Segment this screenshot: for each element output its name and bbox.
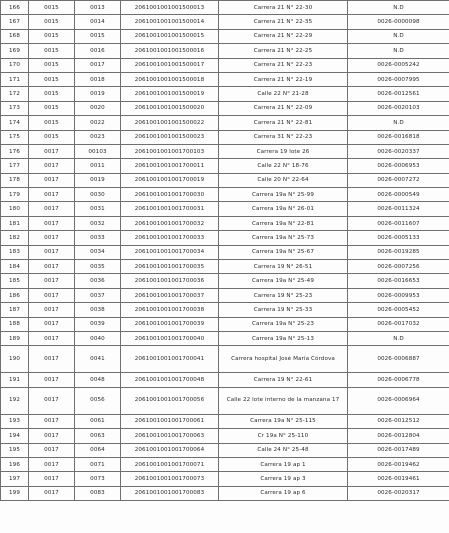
address-cell: Carrera 19a N° 25-99 (219, 188, 348, 202)
row-number-cell: 180 (1, 202, 29, 216)
block-code-cell: 0015 (29, 101, 75, 115)
address-cell: Carrera 19 ap 6 (219, 486, 348, 500)
table-row (1, 317, 449, 331)
row-number-cell: 189 (1, 331, 29, 345)
registry-number-cell: 0026-0006964 (348, 387, 449, 414)
lot-code-cell: 0013 (75, 1, 121, 15)
registry-number-cell: 0026-0020337 (348, 144, 449, 158)
table-row (1, 188, 449, 202)
cadastral-code-cell: 2061001001001700030 (121, 188, 219, 202)
address-cell: Carrera 19 ap 1 (219, 457, 348, 471)
cadastral-code-cell: 2061001001001500022 (121, 116, 219, 130)
registry-number-cell: 0026-0000098 (348, 15, 449, 29)
block-code-cell: 0017 (29, 216, 75, 230)
registry-number-cell: 0026-0012561 (348, 87, 449, 101)
row-number-cell: 171 (1, 72, 29, 86)
address-cell: Carrera 19a N° 25-23 (219, 317, 348, 331)
block-code-cell: 0017 (29, 288, 75, 302)
registry-number-cell: 0026-0012804 (348, 429, 449, 443)
block-code-cell: 0015 (29, 29, 75, 43)
registry-number-cell: 0026-0020317 (348, 486, 449, 500)
row-number-cell: 196 (1, 457, 29, 471)
row-number-cell: 187 (1, 303, 29, 317)
row-number-cell: 179 (1, 188, 29, 202)
lot-code-cell: 0034 (75, 245, 121, 259)
lot-code-cell: 0020 (75, 101, 121, 115)
row-number-cell: 177 (1, 159, 29, 173)
registry-number-cell: 0026-0007256 (348, 260, 449, 274)
block-code-cell: 0015 (29, 130, 75, 144)
address-cell: Carrera 21 N° 22-35 (219, 15, 348, 29)
cadastral-code-cell: 2061001001001700036 (121, 274, 219, 288)
address-cell: Carrera 21 N° 22-81 (219, 116, 348, 130)
table-row (1, 260, 449, 274)
block-code-cell: 0017 (29, 159, 75, 173)
block-code-cell: 0017 (29, 443, 75, 457)
block-code-cell: 0017 (29, 144, 75, 158)
row-number-cell: 181 (1, 216, 29, 230)
registry-number-cell: 0026-0005242 (348, 58, 449, 72)
table-row (1, 216, 449, 230)
lot-code-cell: 0040 (75, 331, 121, 345)
address-cell: Carrera 19a N° 25-115 (219, 414, 348, 428)
cadastral-code-cell: 2061001001001700011 (121, 159, 219, 173)
table-row (1, 15, 449, 29)
table-row (1, 231, 449, 245)
block-code-cell: 0015 (29, 72, 75, 86)
address-cell: Calle 22 lote interno de la manzana 17 (219, 387, 348, 414)
address-cell: Carrera 19a N° 25-67 (219, 245, 348, 259)
row-number-cell: 166 (1, 1, 29, 15)
block-code-cell: 0017 (29, 173, 75, 187)
lot-code-cell: 0038 (75, 303, 121, 317)
block-code-cell: 0017 (29, 188, 75, 202)
cadastral-code-cell: 2061001001001500019 (121, 87, 219, 101)
cadastral-code-cell: 2061001001001500013 (121, 1, 219, 15)
lot-code-cell: 0048 (75, 373, 121, 387)
table-row (1, 429, 449, 443)
registry-number-cell: 0026-0019462 (348, 457, 449, 471)
registry-number-cell: 0026-0000549 (348, 188, 449, 202)
registry-number-cell: 0026-0007995 (348, 72, 449, 86)
row-number-cell: 169 (1, 44, 29, 58)
cadastral-code-cell: 2061001001001700056 (121, 387, 219, 414)
address-cell: Carrera 21 N° 22-30 (219, 1, 348, 15)
row-number-cell: 170 (1, 58, 29, 72)
row-number-cell: 173 (1, 101, 29, 115)
row-number-cell: 195 (1, 443, 29, 457)
row-number-cell: 167 (1, 15, 29, 29)
registry-number-cell: N.D (348, 29, 449, 43)
table-row (1, 414, 449, 428)
block-code-cell: 0015 (29, 1, 75, 15)
block-code-cell: 0015 (29, 44, 75, 58)
table-row (1, 443, 449, 457)
address-cell: Carrera 21 N° 22-23 (219, 58, 348, 72)
cadastral-code-cell: 2061001001001700048 (121, 373, 219, 387)
lot-code-cell: 0037 (75, 288, 121, 302)
registry-number-cell: N.D (348, 44, 449, 58)
cadastral-code-cell: 2061001001001700083 (121, 486, 219, 500)
address-cell: Carrera 19a N° 26-01 (219, 202, 348, 216)
cadastral-code-cell: 2061001001001700061 (121, 414, 219, 428)
table-row (1, 274, 449, 288)
row-number-cell: 182 (1, 231, 29, 245)
registry-number-cell: N.D (348, 1, 449, 15)
address-cell: Calle 22 N° 18-76 (219, 159, 348, 173)
lot-code-cell: 0083 (75, 486, 121, 500)
address-cell: Carrera 21 N° 22-19 (219, 72, 348, 86)
table-row (1, 1, 449, 15)
registry-number-cell: 0026-0005133 (348, 231, 449, 245)
table-row (1, 303, 449, 317)
registry-number-cell: 0026-0017032 (348, 317, 449, 331)
cadastral-code-cell: 2061001001001700073 (121, 472, 219, 486)
cadastral-code-cell: 2061001001001700064 (121, 443, 219, 457)
row-number-cell: 174 (1, 116, 29, 130)
registry-number-cell: 0026-0005452 (348, 303, 449, 317)
lot-code-cell: 0036 (75, 274, 121, 288)
table-row (1, 202, 449, 216)
row-number-cell: 178 (1, 173, 29, 187)
registry-number-cell: 0026-0007272 (348, 173, 449, 187)
row-number-cell: 186 (1, 288, 29, 302)
registry-number-cell: N.D (348, 116, 449, 130)
table-row (1, 159, 449, 173)
table-row (1, 173, 449, 187)
cadastral-code-cell: 2061001001001700038 (121, 303, 219, 317)
table-row (1, 373, 449, 387)
lot-code-cell: 0023 (75, 130, 121, 144)
cadastral-code-cell: 2061001001001700031 (121, 202, 219, 216)
lot-code-cell: 0015 (75, 29, 121, 43)
block-code-cell: 0017 (29, 274, 75, 288)
block-code-cell: 0017 (29, 373, 75, 387)
block-code-cell: 0017 (29, 245, 75, 259)
block-code-cell: 0017 (29, 429, 75, 443)
row-number-cell: 184 (1, 260, 29, 274)
address-cell: Carrera 19 N° 25-33 (219, 303, 348, 317)
row-number-cell: 175 (1, 130, 29, 144)
address-cell: Carrera 19 N° 26-51 (219, 260, 348, 274)
block-code-cell: 0017 (29, 202, 75, 216)
table-row (1, 472, 449, 486)
cadastral-code-cell: 2061001001001500014 (121, 15, 219, 29)
row-number-cell: 185 (1, 274, 29, 288)
address-cell: Calle 20 N° 22-64 (219, 173, 348, 187)
cadastral-code-cell: 2061001001001500023 (121, 130, 219, 144)
lot-code-cell: 0011 (75, 159, 121, 173)
address-cell: Carrera 19a N° 25-73 (219, 231, 348, 245)
cadastral-code-cell: 2061001001001500017 (121, 58, 219, 72)
cadastral-code-cell: 2061001001001700019 (121, 173, 219, 187)
cadastral-code-cell: 2061001001001700032 (121, 216, 219, 230)
address-cell: Carrera 21 N° 22-29 (219, 29, 348, 43)
address-cell: Carrera 19 ap 3 (219, 472, 348, 486)
row-number-cell: 194 (1, 429, 29, 443)
block-code-cell: 0017 (29, 414, 75, 428)
block-code-cell: 0017 (29, 317, 75, 331)
address-cell: Carrera hospital José María Córdova (219, 346, 348, 373)
cadastral-code-cell: 2061001001001700037 (121, 288, 219, 302)
block-code-cell: 0017 (29, 331, 75, 345)
table-row (1, 387, 449, 414)
block-code-cell: 0017 (29, 260, 75, 274)
cadastral-code-cell: 2061001001001700103 (121, 144, 219, 158)
cadastral-code-cell: 2061001001001700063 (121, 429, 219, 443)
row-number-cell: 183 (1, 245, 29, 259)
address-cell: Carrera 19 lote 26 (219, 144, 348, 158)
lot-code-cell: 0073 (75, 472, 121, 486)
cadastral-code-cell: 2061001001001500016 (121, 44, 219, 58)
block-code-cell: 0017 (29, 472, 75, 486)
cadastral-code-cell: 2061001001001700040 (121, 331, 219, 345)
table-row (1, 457, 449, 471)
address-cell: Carrera 19a N° 25-49 (219, 274, 348, 288)
address-cell: Carrera 21 N° 22-25 (219, 44, 348, 58)
address-cell: Carrera 19a N° 25-13 (219, 331, 348, 345)
lot-code-cell: 0033 (75, 231, 121, 245)
block-code-cell: 0017 (29, 387, 75, 414)
cadastral-code-cell: 2061001001001500015 (121, 29, 219, 43)
registry-number-cell: 0026-0020103 (348, 101, 449, 115)
cadastral-code-cell: 2061001001001700034 (121, 245, 219, 259)
lot-code-cell: 0041 (75, 346, 121, 373)
cadastral-code-cell: 2061001001001700041 (121, 346, 219, 373)
block-code-cell: 0017 (29, 457, 75, 471)
table-row (1, 58, 449, 72)
lot-code-cell: 0035 (75, 260, 121, 274)
cadastral-code-cell: 2061001001001700071 (121, 457, 219, 471)
lot-code-cell: 0032 (75, 216, 121, 230)
cadastral-code-cell: 2061001001001700039 (121, 317, 219, 331)
lot-code-cell: 00103 (75, 144, 121, 158)
table-row (1, 331, 449, 345)
row-number-cell: 168 (1, 29, 29, 43)
table-row (1, 346, 449, 373)
block-code-cell: 0015 (29, 15, 75, 29)
lot-code-cell: 0031 (75, 202, 121, 216)
cadastral-code-cell: 2061001001001500018 (121, 72, 219, 86)
row-number-cell: 176 (1, 144, 29, 158)
lot-code-cell: 0039 (75, 317, 121, 331)
cadastral-code-cell: 2061001001001700033 (121, 231, 219, 245)
table-row (1, 144, 449, 158)
row-number-cell: 197 (1, 472, 29, 486)
address-cell: Cr 19a N° 25-110 (219, 429, 348, 443)
table-body (1, 1, 449, 501)
table-row (1, 44, 449, 58)
address-cell: Carrera 21 N° 22-09 (219, 101, 348, 115)
address-cell: Carrera 19 N° 25-23 (219, 288, 348, 302)
row-number-cell: 193 (1, 414, 29, 428)
address-cell: Calle 22 N° 21-28 (219, 87, 348, 101)
block-code-cell: 0015 (29, 58, 75, 72)
lot-code-cell: 0056 (75, 387, 121, 414)
lot-code-cell: 0019 (75, 87, 121, 101)
row-number-cell: 192 (1, 387, 29, 414)
table-row (1, 101, 449, 115)
lot-code-cell: 0019 (75, 173, 121, 187)
row-number-cell: 199 (1, 486, 29, 500)
block-code-cell: 0017 (29, 231, 75, 245)
block-code-cell: 0017 (29, 346, 75, 373)
table-row (1, 72, 449, 86)
lot-code-cell: 0014 (75, 15, 121, 29)
block-code-cell: 0015 (29, 116, 75, 130)
block-code-cell: 0017 (29, 486, 75, 500)
row-number-cell: 188 (1, 317, 29, 331)
table-row (1, 486, 449, 500)
registry-number-cell: 0026-0012512 (348, 414, 449, 428)
lot-code-cell: 0063 (75, 429, 121, 443)
registry-number-cell: 0026-0009953 (348, 288, 449, 302)
table-row (1, 288, 449, 302)
registry-number-cell: 0026-0019461 (348, 472, 449, 486)
lot-code-cell: 0064 (75, 443, 121, 457)
address-cell: Carrera 19 N° 22-61 (219, 373, 348, 387)
lot-code-cell: 0022 (75, 116, 121, 130)
lot-code-cell: 0017 (75, 58, 121, 72)
registry-number-cell: 0026-0011324 (348, 202, 449, 216)
registry-number-cell: 0026-0017489 (348, 443, 449, 457)
lot-code-cell: 0061 (75, 414, 121, 428)
registry-number-cell: 0026-0006778 (348, 373, 449, 387)
registry-number-cell: 0026-0006953 (348, 159, 449, 173)
registry-number-cell: 0026-0016818 (348, 130, 449, 144)
lot-code-cell: 0018 (75, 72, 121, 86)
table-row (1, 130, 449, 144)
registry-number-cell: N.D (348, 331, 449, 345)
registry-number-cell: 0026-0019285 (348, 245, 449, 259)
lot-code-cell: 0071 (75, 457, 121, 471)
table-row (1, 87, 449, 101)
table-row (1, 29, 449, 43)
lot-code-cell: 0030 (75, 188, 121, 202)
row-number-cell: 190 (1, 346, 29, 373)
block-code-cell: 0015 (29, 87, 75, 101)
lot-code-cell: 0016 (75, 44, 121, 58)
row-number-cell: 172 (1, 87, 29, 101)
address-cell: Calle 24 N° 25-48 (219, 443, 348, 457)
cadastral-code-cell: 2061001001001700035 (121, 260, 219, 274)
cadastral-code-cell: 2061001001001500020 (121, 101, 219, 115)
address-cell: Carrera 31 N° 22-23 (219, 130, 348, 144)
registry-number-cell: 0026-0016653 (348, 274, 449, 288)
table-row (1, 116, 449, 130)
row-number-cell: 191 (1, 373, 29, 387)
address-cell: Carrera 19a N° 22-81 (219, 216, 348, 230)
registry-number-cell: 0026-0011607 (348, 216, 449, 230)
table-row (1, 245, 449, 259)
block-code-cell: 0017 (29, 303, 75, 317)
registry-number-cell: 0026-0006887 (348, 346, 449, 373)
